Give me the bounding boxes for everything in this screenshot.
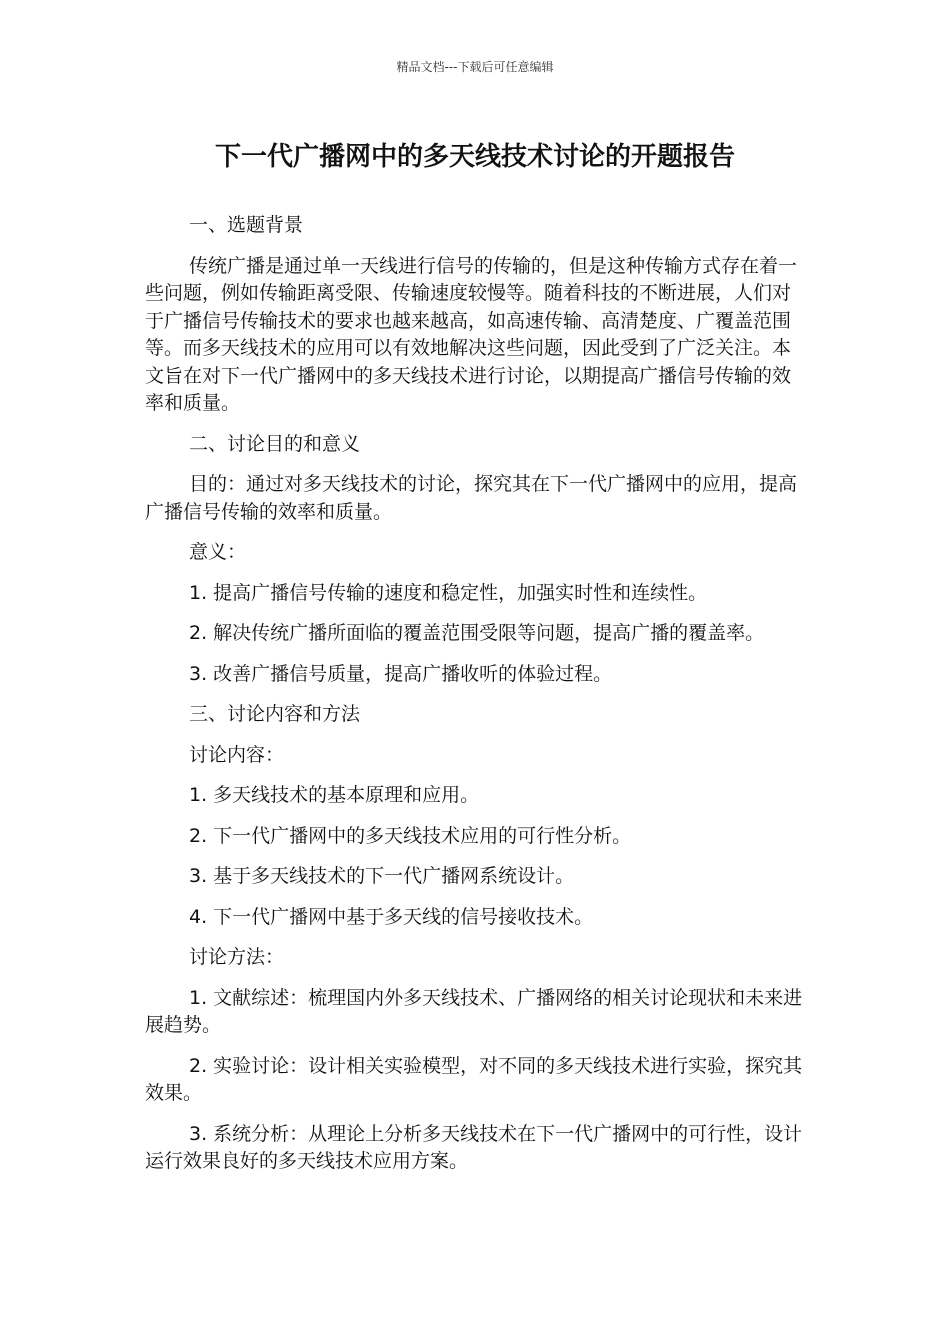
content-item: 4. 下一代广播网中基于多天线的信号接收技术。 bbox=[189, 905, 594, 928]
content-item: 2. 下一代广播网中的多天线技术应用的可行性分析。 bbox=[189, 824, 632, 847]
meaning-label: 意义： bbox=[189, 541, 247, 563]
section-heading-background: 一、选题背景 bbox=[189, 214, 304, 236]
content-item: 3. 基于多天线技术的下一代广播网系统设计。 bbox=[189, 865, 575, 887]
page-header: 精品文档---下载后可任意编辑 bbox=[396, 60, 554, 74]
content-item: 1. 多天线技术的基本原理和应用。 bbox=[189, 784, 480, 806]
section-heading-purpose: 二、讨论目的和意义 bbox=[189, 432, 361, 455]
document-title: 下一代广播网中的多天线技术讨论的开题报告 bbox=[214, 142, 735, 172]
meaning-item: 2. 解决传统广播所面临的覆盖范围受限等问题，提高广播的覆盖率。 bbox=[189, 622, 765, 644]
purpose-paragraph: 目的：通过对多天线技术的讨论，探究其在下一代广播网中的应用，提高广播信号传输的效率和质量。 bbox=[145, 473, 798, 523]
background-paragraph: 传统广播是通过单一天线进行信号的传输的，但是这种传输方式存在着一些问题，例如传输距离受限、传输速度较慢等。随着科技的不断进展，人们对于广播信号传输技术的要求也越来越高，如高速传输、高清楚度、广覆盖范围等。而多天线技术的应用可以有效地解决这些问题，因此受到了广泛关注。本文旨在对下一代广播网中的多天线技术进行讨论，以期提高广播信号传输的效率和质量。 bbox=[145, 254, 798, 414]
meaning-item: 3. 改善广播信号质量，提高广播收听的体验过程。 bbox=[189, 662, 613, 685]
meaning-item: 1. 提高广播信号传输的速度和稳定性，加强实时性和连续性。 bbox=[189, 581, 708, 604]
method-item: 1. 文献综述：梳理国内外多天线技术、广播网络的相关讨论现状和未来进展趋势。 bbox=[145, 986, 803, 1036]
section-heading-content-method: 三、讨论内容和方法 bbox=[189, 703, 361, 725]
content-label: 讨论内容： bbox=[189, 743, 285, 766]
document-body bbox=[145, 212, 805, 1189]
method-item: 3. 系统分析：从理论上分析多天线技术在下一代广播网中的可行性，设计运行效果良好的多天线技术应用方案。 bbox=[145, 1122, 803, 1172]
method-label: 讨论方法： bbox=[189, 946, 285, 968]
method-item: 2. 实验讨论：设计相关实验模型，对不同的多天线技术进行实验，探究其效果。 bbox=[145, 1054, 803, 1104]
